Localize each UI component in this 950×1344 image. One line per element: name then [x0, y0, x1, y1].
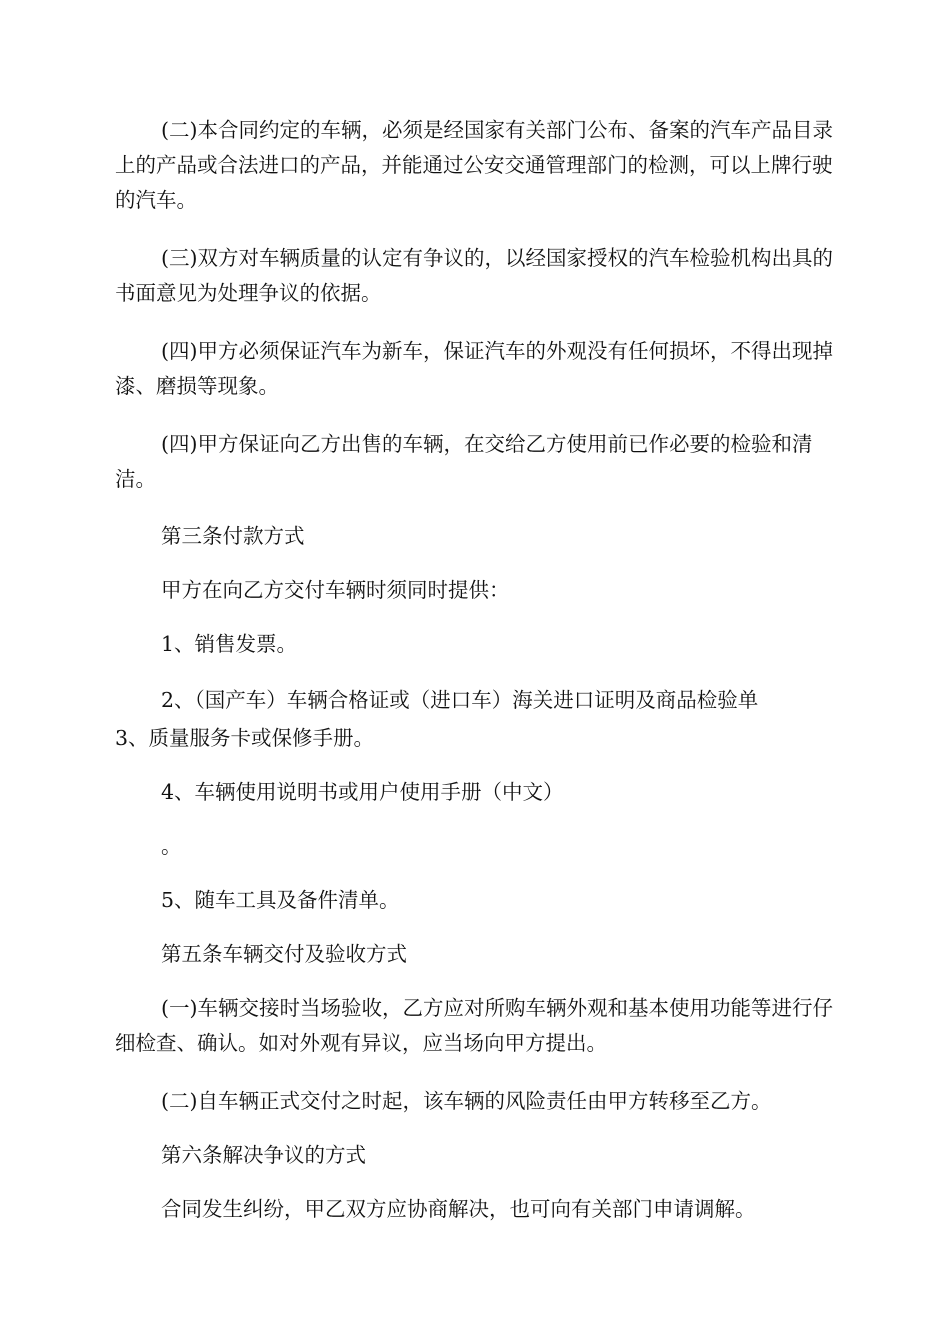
section-heading-delivery: 第五条车辆交付及验收方式	[161, 942, 407, 966]
paragraph-risk-transfer: (二)自车辆正式交付之时起，该车辆的风险责任由甲方转移至乙方。	[161, 1089, 772, 1113]
paragraph-new-car-guarantee: (四)甲方必须保证汽车为新车，保证汽车的外观没有任何损坏，不得出现掉漆、磨损等现象。	[115, 339, 833, 398]
paragraph-inspection-cleaning: (四)甲方保证向乙方出售的车辆，在交给乙方使用前已作必要的检验和清洁。	[115, 432, 813, 491]
list-item-certificate: 2、（国产车）车辆合格证或（进口车）海关进口证明及商品检验单	[161, 688, 759, 712]
section-heading-payment: 第三条付款方式	[161, 524, 305, 548]
list-item-service-card: 3、质量服务卡或保修手册。	[115, 726, 375, 750]
stray-period: 。	[161, 834, 182, 858]
list-item-manual: 4、车辆使用说明书或用户使用手册（中文）	[161, 780, 564, 804]
paragraph-vehicle-requirements: (二)本合同约定的车辆，必须是经国家有关部门公布、备案的汽车产品目录上的产品或合法进口的产品，并能通过公安交通管理部门的检测，可以上牌行驶的汽车。	[115, 118, 833, 212]
list-item-invoice: 1、销售发票。	[161, 632, 298, 656]
list-item-tools: 5、随车工具及备件清单。	[161, 888, 400, 912]
paragraph-documents-intro: 甲方在向乙方交付车辆时须同时提供：	[161, 578, 510, 602]
paragraph-mediation: 合同发生纠纷，甲乙双方应协商解决，也可向有关部门申请调解。	[161, 1197, 756, 1221]
paragraph-acceptance: (一)车辆交接时当场验收，乙方应对所购车辆外观和基本使用功能等进行仔细检查、确认。如对外观有异议，应当场向甲方提出。	[115, 996, 833, 1055]
section-heading-disputes: 第六条解决争议的方式	[161, 1143, 366, 1167]
paragraph-quality-dispute: (三)双方对车辆质量的认定有争议的，以经国家授权的汽车检验机构出具的书面意见为处理争议的依据。	[115, 246, 833, 305]
